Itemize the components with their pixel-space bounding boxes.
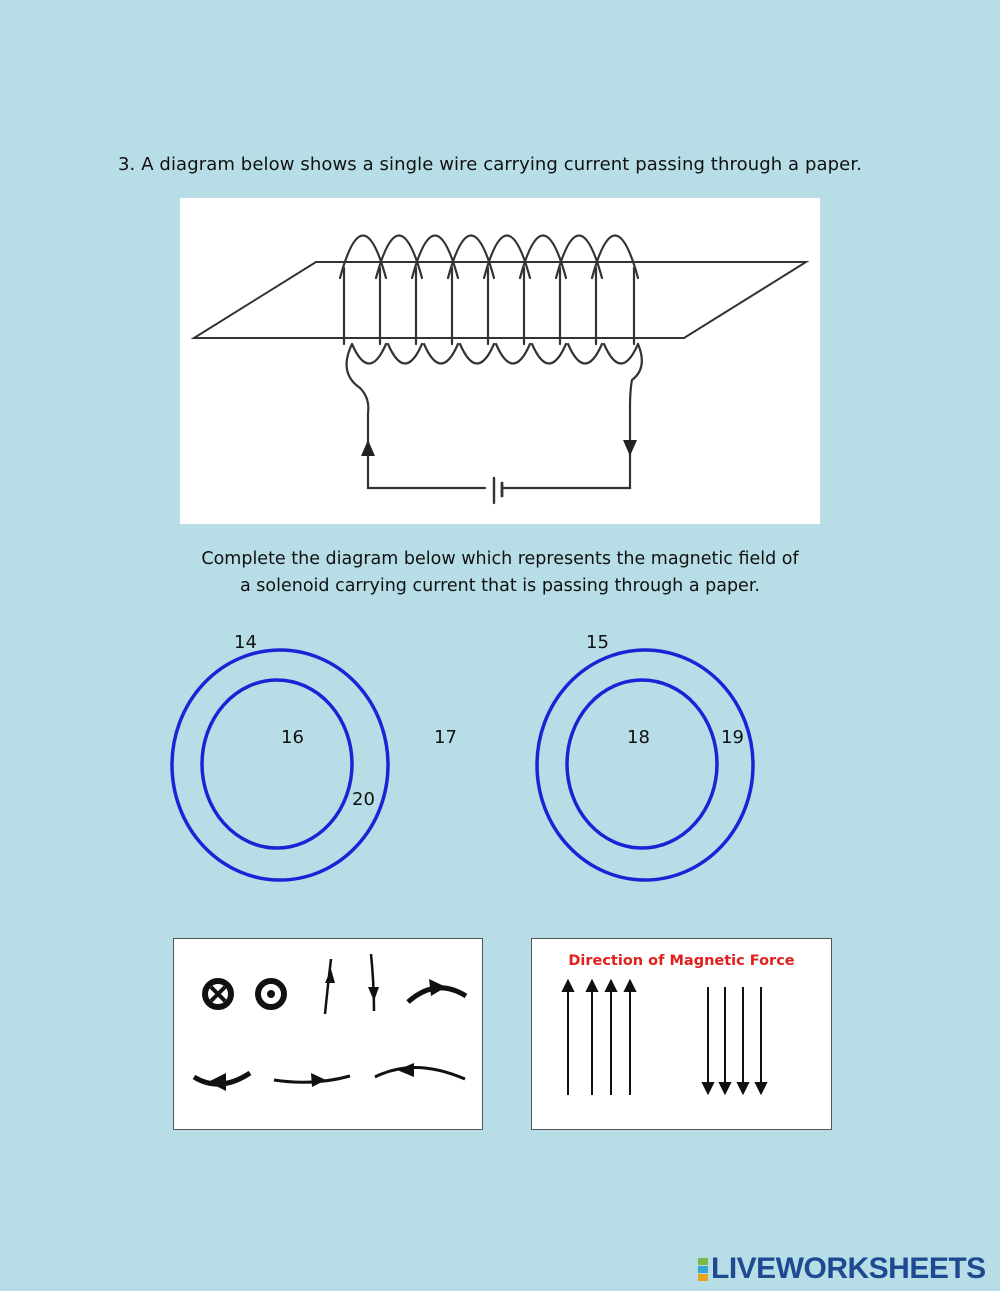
- force-arrows-svg: [532, 939, 831, 1129]
- answer-field-17[interactable]: 17: [434, 727, 457, 748]
- answer-field-18[interactable]: 18: [627, 727, 650, 748]
- brand-name: LIVEWORKSHEETS: [711, 1252, 986, 1285]
- question-text: 3. A diagram below shows a single wire carrying current passing through a paper.: [118, 154, 863, 175]
- into-page-icon[interactable]: [205, 981, 231, 1007]
- brand-logo-icon: [698, 1258, 708, 1281]
- curved-right-arrow-icon[interactable]: [408, 979, 466, 1002]
- answer-field-20[interactable]: 20: [352, 789, 375, 810]
- answer-field-14[interactable]: 14: [234, 632, 257, 653]
- upward-force-arrows-icon[interactable]: [563, 981, 635, 1095]
- instructions-line-1: Complete the diagram below which represents the magnetic field of: [201, 549, 799, 569]
- left-inner-ring: [202, 680, 352, 848]
- curved-left-arrow-icon[interactable]: [194, 1073, 250, 1091]
- force-panel-title: Direction of Magnetic Force: [568, 953, 795, 969]
- upward-field-line-icon[interactable]: [325, 959, 335, 1014]
- right-outer-ring: [537, 650, 753, 880]
- symbols-svg: [174, 939, 482, 1129]
- downward-force-arrows-icon[interactable]: [703, 987, 766, 1093]
- liveworksheets-brand: [698, 1254, 986, 1284]
- instructions-line-2: a solenoid carrying current that is passing through a paper.: [240, 576, 760, 596]
- force-panel: [531, 938, 832, 1130]
- downward-field-line-icon[interactable]: [368, 954, 379, 1011]
- answer-field-16[interactable]: 16: [281, 727, 304, 748]
- right-arrow-icon[interactable]: [274, 1073, 350, 1087]
- left-outer-ring: [172, 650, 388, 880]
- out-of-page-icon[interactable]: [258, 981, 284, 1007]
- answer-field-15[interactable]: 15: [586, 632, 609, 653]
- symbols-panel: [173, 938, 483, 1130]
- answer-field-19[interactable]: 19: [721, 727, 744, 748]
- left-arrow-icon[interactable]: [375, 1063, 465, 1079]
- right-inner-ring: [567, 680, 717, 848]
